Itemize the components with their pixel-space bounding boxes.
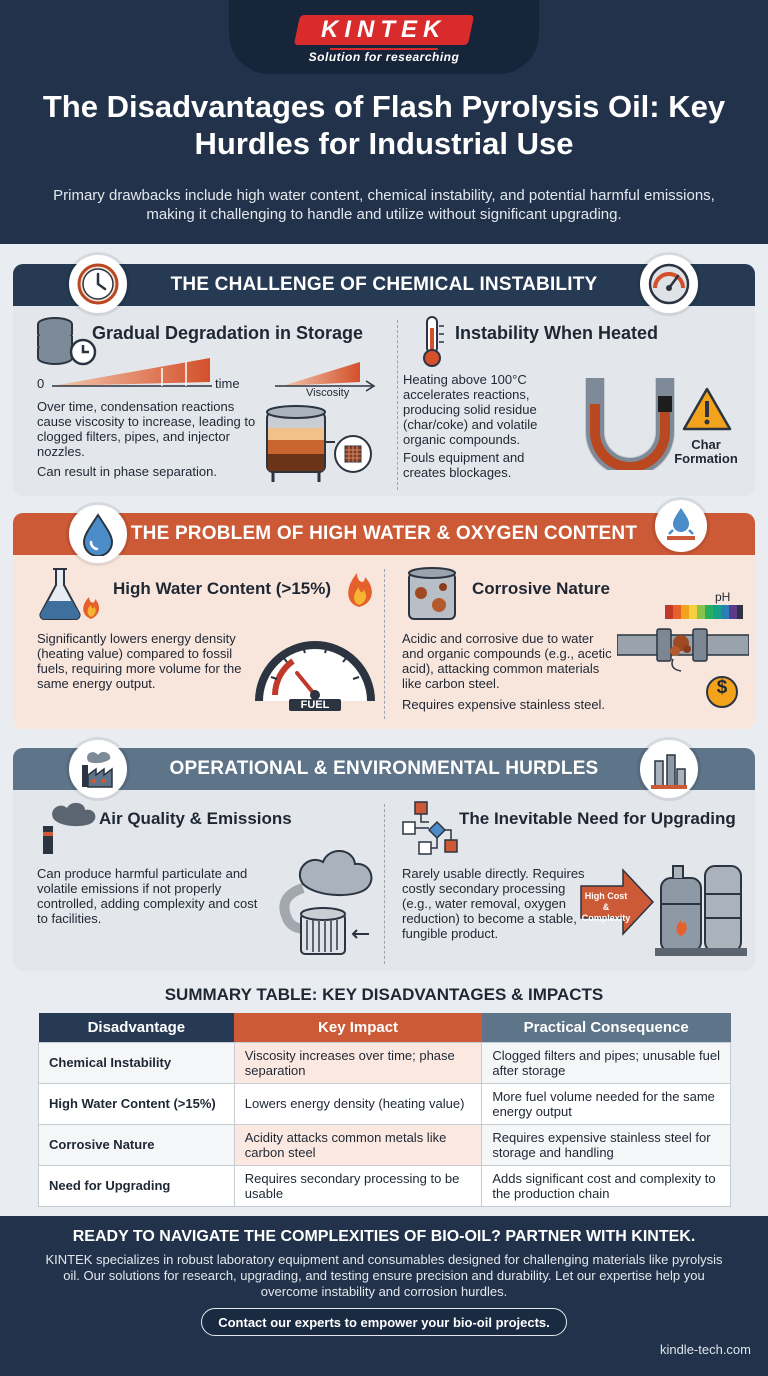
viscosity-label: Viscosity [306,387,350,399]
corroded-tank-icon [405,565,459,623]
fuel-gauge-label: FUEL [300,699,330,711]
table-cell: Requires expensive stainless steel for storage and handling [482,1124,731,1165]
axis-zero-label: 0 [37,376,45,391]
degradation-title: Gradual Degradation in Storage [92,323,364,343]
table-cell: High Water Content (>15%) [39,1083,235,1124]
heated-text: Heating above 100°C accelerates reactions, producing solid residue (char/coke) and volatile organic compounds. [403,372,538,447]
table-row [39,1165,731,1206]
water-content-title: High Water Content (>15%) [113,579,332,598]
upgrading-text: Rarely usable directly. Requires costly secondary processing (e.g., water removal, oxygen reduction) to become a stable, fungible product. [402,866,585,941]
table-cell: Clogged filters and pipes; unusable fuel after storage [482,1042,731,1083]
section-instability-clock-badge [69,255,127,313]
table-cell: Adds significant cost and complexity to the production chain [482,1165,731,1206]
warning-icon [681,386,733,432]
degradation-text: Over time, condensation reactions cause viscosity to increase, leading to clogged filters, pipes, and injector nozzles. [37,399,256,459]
heated-title: Instability When Heated [455,323,659,343]
axis-time-label: time [215,376,240,391]
corrosive-text: Acidic and corrosive due to water and organic compounds (e.g., acetic acid), attacking common materials like carbon steel. [402,631,612,691]
table-cell: Need for Upgrading [39,1165,235,1206]
ph-scale-icon [665,605,743,619]
table-cell: More fuel volume needed for the same energy output [482,1083,731,1124]
water-splash-icon [661,506,701,546]
section-instability-heading: THE CHALLENGE OF CHEMICAL INSTABILITY [13,264,755,306]
process-flow-icon [401,800,461,858]
ph-label: pH [715,590,731,604]
corroded-pipe-icon [617,623,749,681]
upgrading-title: The Inevitable Need for Upgrading [459,809,736,828]
section-water-drop-badge [69,505,127,563]
smoke-filter-icon [263,840,385,958]
emissions-title: Air Quality & Emissions [99,809,292,828]
table-cell: Lowers energy density (heating value) [234,1083,482,1124]
water-drop-icon [78,512,118,556]
kintek-logo [294,15,474,45]
summary-header: Disadvantage [39,1013,235,1042]
table-cell: Corrosive Nature [39,1124,235,1165]
summary-header: Key Impact [234,1013,482,1042]
factory-icon [76,747,120,791]
emissions-text: Can produce harmful particulate and volatile emissions if not properly controlled, adding complexity and cost to facilities. [37,866,258,926]
table-row [39,1124,731,1165]
factory-smoke-icon [35,800,107,854]
char-formation-label: Char Formation [674,437,738,466]
logo-text: KINTEK [321,16,447,43]
page-title: The Disadvantages of Flash Pyrolysis Oil: Key Hurdles for Industrial Use [42,89,726,161]
section-operational-plant-badge [640,740,698,798]
summary-title: SUMMARY TABLE: KEY DISADVANTAGES & IMPACTS [164,985,604,1004]
degradation-note: Can result in phase separation. [37,464,217,479]
water-content-text: Significantly lowers energy density (heating value) compared to fossil fuels, requiring more volume for the same energy output. [37,631,242,691]
flame-icon [343,567,375,609]
corrosive-title: Corrosive Nature [472,579,610,598]
section-water-splash-badge [655,500,707,552]
summary-header: Practical Consequence [482,1013,731,1042]
corrosive-note: Requires expensive stainless steel. [402,697,606,712]
divider [384,569,385,719]
footer [0,1216,768,1376]
viscosity-gauge-icon [647,262,691,306]
flask-flame-icon [35,565,105,621]
section-operational-heading: OPERATIONAL & ENVIRONMENTAL HURDLES [13,748,755,790]
section-instability-gauge-badge [640,255,698,313]
table-cell: Viscosity increases over time; phase separation [234,1042,482,1083]
summary-table [38,1013,731,1207]
thermometer-icon [417,314,447,368]
section-operational-factory-badge [69,740,127,798]
footer-text: KINTEK specializes in robust laboratory equipment and consumables designed for challenging materials like pyrolysis oil. Our solutions for research, upgrading, and testing ensure precision and durability. Let our expertise help you overcome instability and corrosion hurdles. [45,1252,723,1299]
table-cell: Acidity attacks common metals like carbon steel [234,1124,482,1165]
summary-header-row [39,1013,731,1042]
dollar-symbol: $ [716,677,728,698]
contact-experts-button[interactable]: Contact our experts to empower your bio-oil projects. [201,1308,567,1336]
reactor-icon [653,848,749,958]
table-cell: Requires secondary processing to be usable [234,1165,482,1206]
table-row [39,1042,731,1083]
storage-tank-icon [263,402,375,484]
heated-note: Fouls equipment and creates blockages. [403,450,525,480]
website-link[interactable]: kindle-tech.com [659,1342,751,1357]
header [0,0,768,244]
table-cell: Chemical Instability [39,1042,235,1083]
cost-arrow-label: High Cost & Complexity [581,891,631,923]
clock-icon [76,262,120,306]
divider [397,320,398,490]
footer-title: READY TO NAVIGATE THE COMPLEXITIES OF BIO-OIL? PARTNER WITH KINTEK. [72,1228,696,1245]
section-water-heading: THE PROBLEM OF HIGH WATER & OXYGEN CONTENT [13,513,755,555]
refinery-icon [647,747,691,791]
page-subtitle: Primary drawbacks include high water content, chemical instability, and potential harmful emissions, making it challenging to handle and utilize without significant upgrading. [53,187,715,223]
tagline: Solution for researching [308,50,460,64]
table-row [39,1083,731,1124]
fuel-gauge-icon [253,615,377,711]
